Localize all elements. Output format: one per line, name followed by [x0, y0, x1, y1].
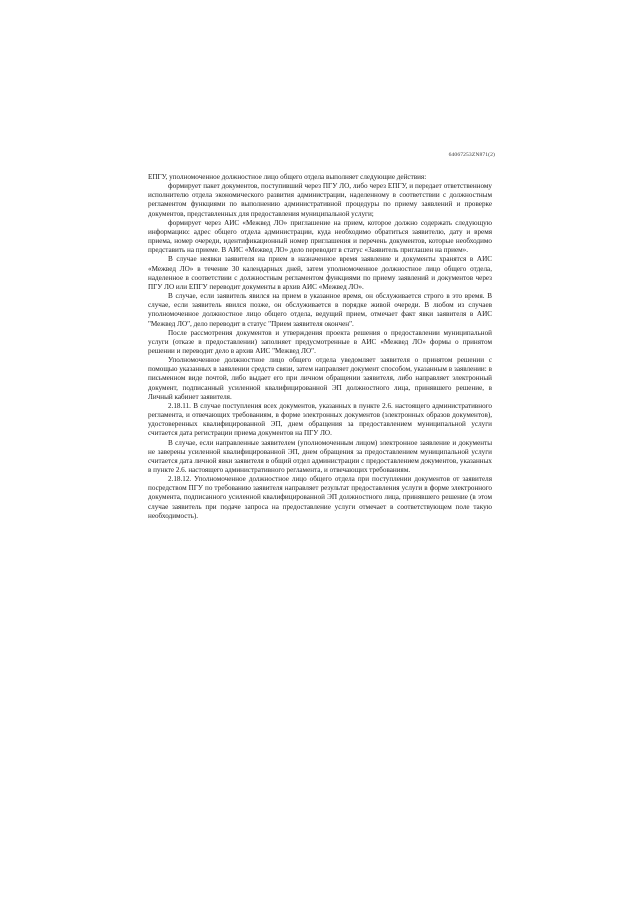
- paragraph-forms-invitation: формирует через АИС «Межвед ЛО» приглашение на прием, которое должно содержать следующую информацию: адрес общего отдела администрации, куда необходимо обратиться заявителю, дату и время приема, номер очереди, идентификационный номер приглашения и перечень документов, которые необходимо представить на приеме. В АИС «Межвед ЛО» дело переводит в статус «Заявитель приглашен на прием».: [148, 218, 492, 255]
- document-body: [148, 173, 492, 521]
- paragraph-notification: Уполномоченное должностное лицо общего отдела уведомляет заявителя о принятом решении с помощью указанных в заявлении средств связи, затем направляет документ способом, указанным в заявлении: в письменном виде почтой, либо выдает его при личном обращении заявителя, либо направляет электронный документ, подписанный усиленной квалифицированной ЭП должностного лица, принявшего решение, в Личный кабинет заявителя.: [148, 356, 492, 401]
- document-number: 64067253ZN871(2): [448, 152, 495, 158]
- paragraph-2-18-12: 2.18.12. Уполномоченное должностное лицо общего отдела при поступлении документов от заявителя посредством ПГУ по требованию заявителя направляет результат предоставления услуги в форме электронного документа, подписанного усиленной квалифицированной ЭП должностного лица, принявшего решение (в этом случае заявитель при подаче запроса на предоставление услуги отмечает в соответствующем поле такую необходимость).: [148, 475, 492, 520]
- paragraph-after-review: После рассмотрения документов и утверждения проекта решения о предоставлении муниципальной услуги (отказе в предоставлении) заполняет предусмотренные в АИС «Межвед ЛО» формы о принятом решении и переводит дело в архив АИС "Межвед ЛО".: [148, 328, 492, 355]
- paragraph-unsigned-case: В случае, если направленные заявителем (уполномоченным лицом) электронное заявление и документы не заверены усиленной квалифицированной ЭП, днем обращения за предоставлением муниципальной услуги считается дата личной явки заявителя в общий отдел администрации с предоставлением документов, указанных в пункте 2.6. настоящего административного регламента, и отвечающих требованиям.: [148, 438, 492, 474]
- paragraph-forms-package: формирует пакет документов, поступивший через ПГУ ЛО, либо через ЕПГУ, и передает ответственному исполнителю отдела экономического развития администрации, наделенному в соответствии с должностным регламентом функциями по выполнению административной процедуры по приему заявлений и проверке документов, представленных для предоставления муниципальной услуги;: [148, 182, 492, 218]
- paragraph-epgu-actions: ЕПГУ, уполномоченное должностное лицо общего отдела выполняет следующие действия:: [148, 173, 427, 181]
- paragraph-no-show: В случае неявки заявителя на прием в назначенное время заявление и документы хранятся в АИС «Межвед ЛО» в течение 30 календарных дней, затем уполномоченное должностное лицо общего отдела, наделенное в соответствии с должностным регламентом функциями по приему заявлений и документов через ПГУ ЛО или ЕПГУ переводит документы в архив АИС «Межвед ЛО».: [148, 255, 492, 291]
- paragraph-2-18-11: 2.18.11. В случае поступления всех документов, указанных в пункте 2.6. настоящего административного регламента, и отвечающих требованиям, в форме электронных документов (электронных образов документов), удостоверенных квалифицированной ЭП, днем обращения за предоставлением муниципальной услуги считается дата регистрации приема документов на ПГУ ЛО.: [148, 401, 492, 438]
- paragraph-appearance: В случае, если заявитель явился на прием в указанное время, он обслуживается строго в это время. В случае, если заявитель явился позже, он обслуживается в порядке живой очереди. В любом из случаев уполномоченное должностное лицо общего отдела, ведущий прием, отмечает факт явки заявителя в АИС "Межвед ЛО", дело переводит в статус "Прием заявителя окончен".: [148, 292, 492, 328]
